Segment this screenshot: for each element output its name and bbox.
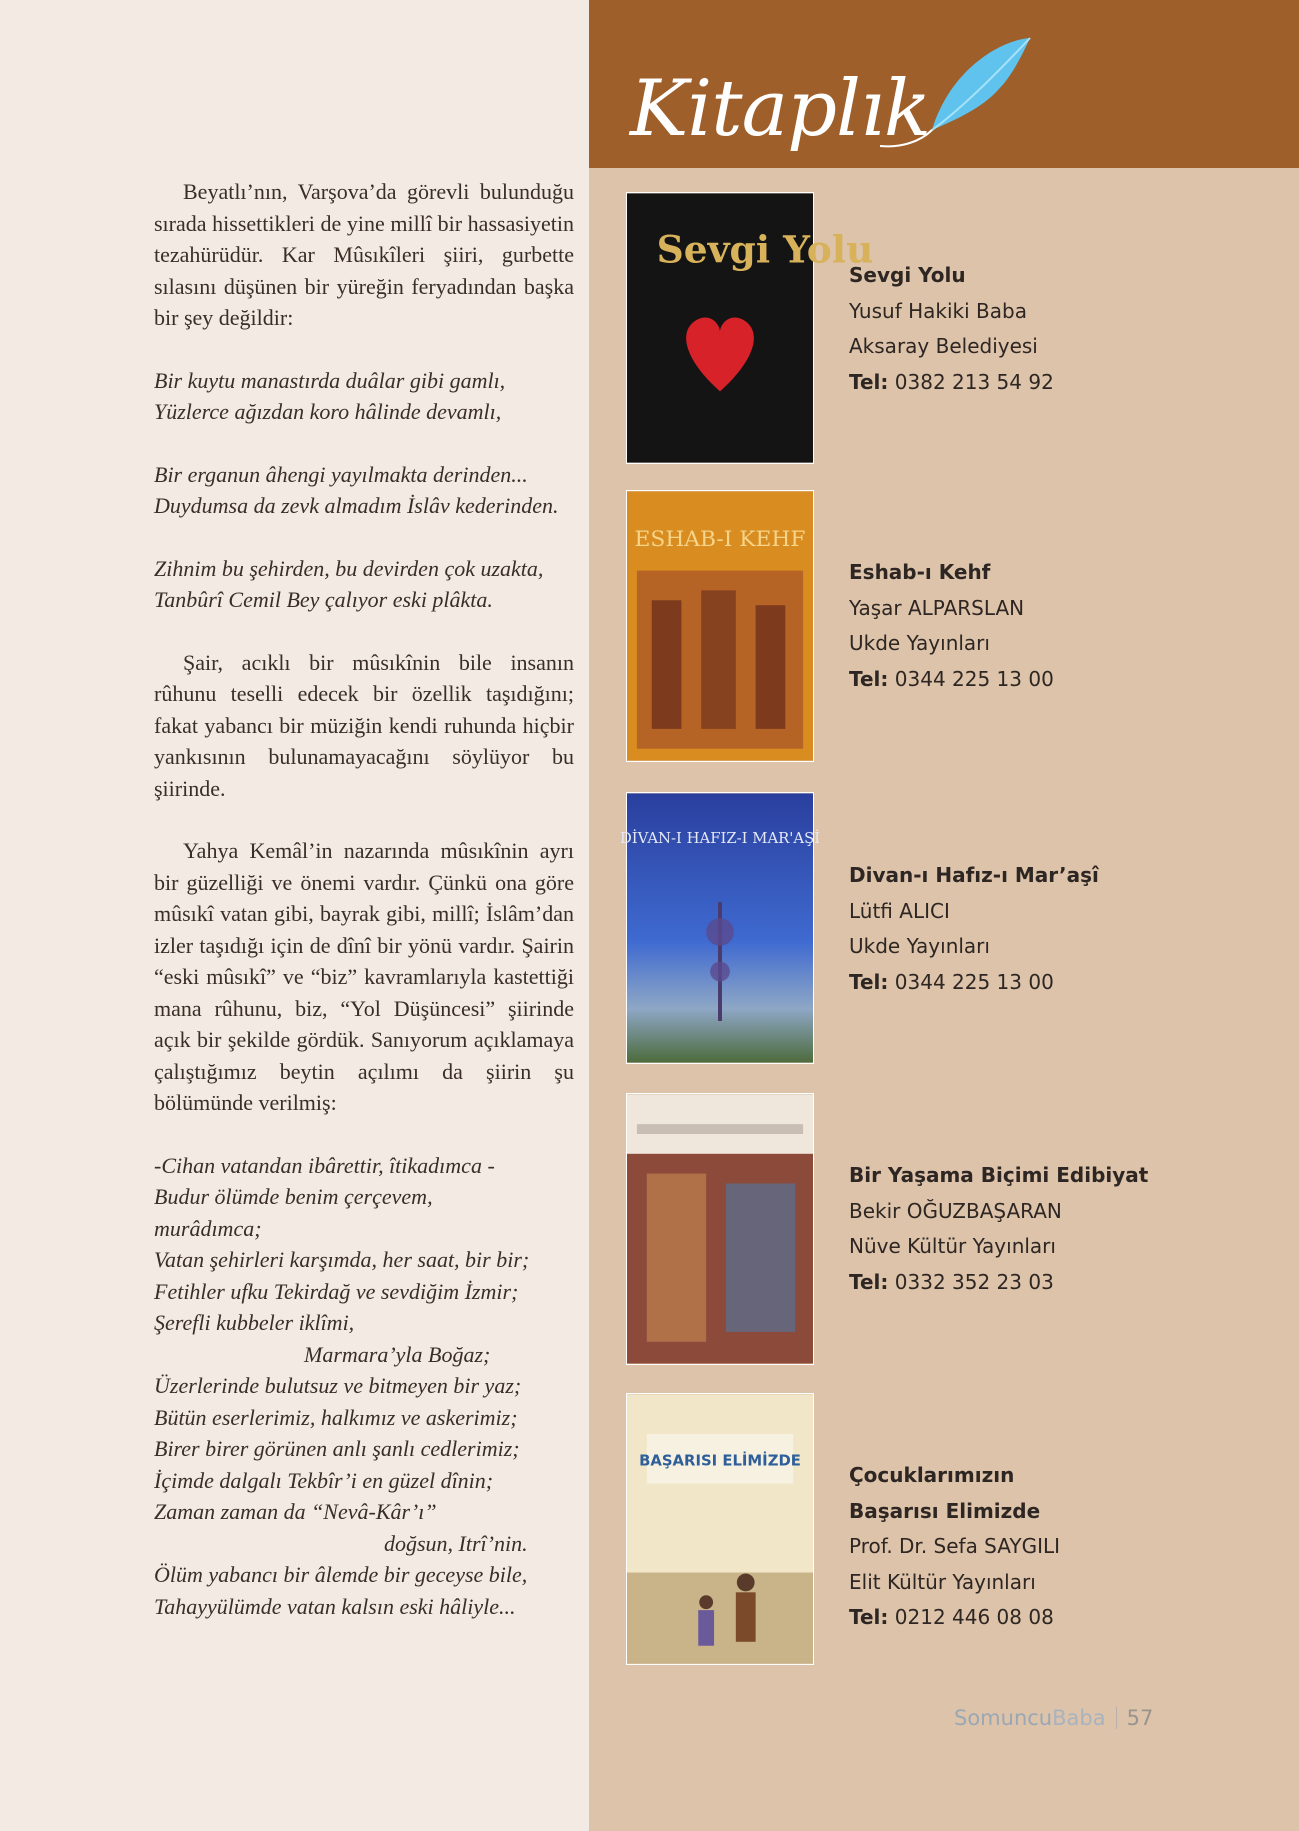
poem-stanza [154, 459, 574, 522]
book-title: Bir Yaşama Biçimi Edibiyat [849, 1163, 1149, 1187]
footer-brand-suffix: Baba [1052, 1706, 1106, 1730]
book-phone: Tel: 0344 225 13 00 [849, 969, 1054, 994]
cover-title-text: BAŞARISI ELİMİZDE [639, 1452, 801, 1470]
poem-line: Tanbûrî Cemil Bey çalıyor eski plâkta. [154, 587, 493, 612]
article-paragraph: Yahya Kemâl’in nazarında mûsıkînin ayrı bir güzelliği ve önemi vardır. Çünkü ona göre mûsıkî vatan gibi, bayrak gibi, millî; İslâm’dan izler taşıdığı için de dînî bir yönü vardır. Şairin “eski mûsıkî” ve “biz” kavramlarıyla kastettiği mana rûhunu, biz, “Yol Düşüncesi” şiirinde açık bir şekilde gördük. Sanıyorum açıklamaya çalıştığımız beytin açılımı da şiirin şu bölümünde verilmiş: [154, 838, 574, 1115]
poem-line: Birer birer görünen anlı şanlı cedlerimiz; [154, 1436, 520, 1461]
poem-line: murâdımca; [154, 1215, 262, 1241]
book-cover-art [619, 793, 821, 1063]
poem-stanza [154, 553, 574, 616]
footer-divider [1116, 1707, 1117, 1729]
poem-line: -Cihan vatandan ibârettir, îtikadımca - [154, 1152, 495, 1178]
cover-title-text: DİVAN-I HAFIZ-I MAR'AŞİ [619, 829, 821, 847]
book-phone: Tel: 0332 352 23 03 [849, 1269, 1054, 1294]
book-publisher: Ukde Yayınları [849, 631, 990, 655]
book-title: Çocuklarımızın [849, 1463, 1015, 1487]
poem-line: doğsun, Itrî’nin. [384, 1530, 528, 1556]
poem-line: Fetihler ufku Tekirdağ ve sevdiğim İzmir; [154, 1278, 519, 1304]
article-body [154, 176, 574, 1622]
book-title: Başarısı Elimizde [849, 1498, 1041, 1523]
book-author: Yaşar ALPARSLAN [849, 595, 1025, 620]
book-phone: Tel: 0382 213 54 92 [849, 369, 1054, 394]
article-paragraph: Şair, acıklı bir mûsıkînin bile insanın rûhunu teselli edecek bir özellik taşıdığını; fakat yabancı bir müziğin kendi ruhunda hiçbir yankısının bulunamayacağını söylüyor bu şiirinde. [154, 649, 574, 801]
footer-brand: Somuncu [954, 1706, 1053, 1730]
page-number: 57 [1126, 1706, 1154, 1730]
book-cover-art [627, 1394, 813, 1664]
poem-line: Ölüm yabancı bir âlemde bir geceyse bile, [154, 1562, 528, 1587]
poem-line: Yüzlerce ağızdan koro hâlinde devamlı, [154, 399, 502, 424]
cover-title-text: Sevgi Yolu [656, 227, 874, 272]
article-paragraph: Beyatlı’nın, Varşova’da görevli bulunduğu sırada hissettikleri de yine millî bir hassasiyetin tezahürüdür. Kar Mûsıkîleri şiiri, gurbette sılasını düşünen bir yüreğin feryadından başka bir şey değildir: [154, 179, 574, 330]
book-phone: Tel: 0344 225 13 00 [849, 666, 1054, 691]
book-cover-cocuklarimizin-basarisi[interactable] [626, 1393, 814, 1665]
book-cover-eshab-i-kehf[interactable] [626, 490, 814, 762]
book-cover-divan-i-hafiz[interactable] [619, 792, 821, 1064]
poem-line: İçimde dalgalı Tekbîr’i en güzel dînin; [154, 1467, 494, 1493]
poem-stanza [154, 365, 574, 428]
poem-line: Tahayyülümde vatan kalsın eski hâliyle... [154, 1593, 516, 1619]
book-info [849, 1458, 1269, 1636]
book-cover-art [627, 193, 874, 463]
book-info [849, 258, 1269, 400]
page-footer [954, 1706, 1153, 1730]
book-info [849, 858, 1269, 1000]
book-phone: Tel: 0212 446 08 08 [849, 1605, 1054, 1629]
poem-line: Bir kuytu manastırda duâlar gibi gamlı, [154, 367, 506, 393]
book-cover-art [627, 1094, 813, 1364]
cover-title-text: ESHAB-I KEHF [634, 526, 806, 552]
book-cover-bir-yasama-bicimi[interactable] [626, 1093, 814, 1365]
poem-line: Zaman zaman da “Nevâ-Kâr’ı” [154, 1499, 437, 1524]
book-publisher: Elit Kültür Yayınları [849, 1569, 1036, 1594]
poem-line: Üzerlerinde bulutsuz ve bitmeyen bir yaz; [154, 1373, 522, 1398]
book-publisher: Ukde Yayınları [849, 934, 990, 958]
poem-line: Şerefli kubbeler iklîmi, [154, 1310, 355, 1335]
book-cover-sevgi-yolu[interactable] [626, 192, 874, 464]
book-cover-art [627, 491, 813, 761]
poem-line: Duydumsa da zevk almadım İslâv kederinden. [154, 493, 559, 518]
book-author: Bekir OĞUZBAŞARAN [849, 1198, 1062, 1223]
poem-line: Marmara’yla Boğaz; [304, 1341, 491, 1367]
poem-line: Vatan şehirleri karşımda, her saat, bir bir; [154, 1247, 530, 1272]
book-title: Divan-ı Hafız-ı Mar’aşî [849, 863, 1099, 887]
poem-line: Budur ölümde benim çerçevem, [154, 1184, 433, 1209]
book-author: Lütfi ALICI [849, 898, 950, 923]
poem-line: Bir erganun âhengi yayılmakta derinden... [154, 461, 528, 487]
section-title: Kitaplık [630, 64, 931, 154]
book-title: Sevgi Yolu [849, 263, 966, 287]
book-title: Eshab-ı Kehf [849, 560, 991, 584]
poem-stanza [154, 1150, 574, 1623]
book-publisher: Aksaray Belediyesi [849, 334, 1038, 358]
book-author: Yusuf Hakiki Baba [849, 298, 1027, 323]
book-author: Prof. Dr. Sefa SAYGILI [849, 1534, 1061, 1558]
book-info [849, 555, 1269, 697]
poem-line: Zihnim bu şehirden, bu devirden çok uzakta, [154, 555, 544, 581]
book-publisher: Nüve Kültür Yayınları [849, 1234, 1056, 1258]
feather-icon [880, 30, 1040, 160]
book-info [849, 1158, 1269, 1300]
poem-line: Bütün eserlerimiz, halkımız ve askerimiz; [154, 1404, 518, 1430]
